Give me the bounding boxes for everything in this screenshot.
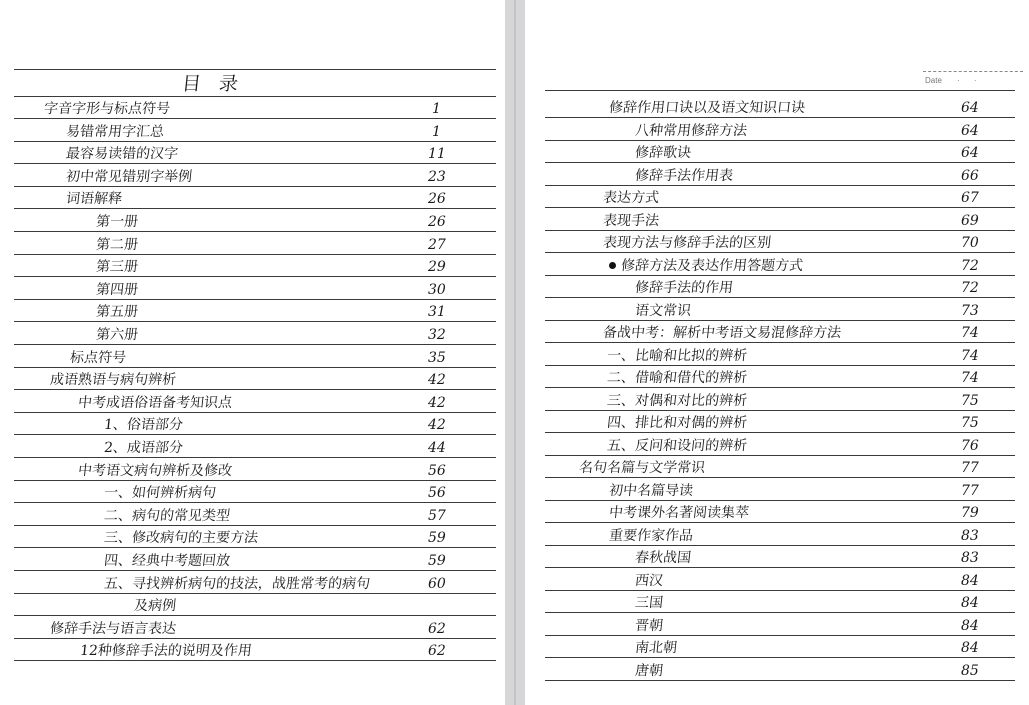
- toc-entry-page: 11: [428, 146, 446, 163]
- ruled-line: [14, 615, 496, 616]
- toc-entry-text: 语文常识: [634, 302, 692, 319]
- toc-entry-text: 备战中考：解析中考语文易混修辞方法: [602, 325, 842, 341]
- ruled-line: [545, 207, 1015, 208]
- toc-entry-text: 第五册: [95, 304, 139, 321]
- ruled-line: [14, 389, 496, 390]
- toc-entry-page: 85: [961, 662, 979, 679]
- toc-entry-page: 64: [961, 122, 979, 139]
- toc-entry-page: 1: [432, 123, 441, 140]
- toc-entry-text: 第六册: [95, 327, 139, 343]
- toc-entry-page: 72: [961, 280, 979, 296]
- ruled-line: [14, 593, 496, 594]
- ruled-line: [14, 321, 496, 322]
- toc-entry-text: 易错常用字汇总: [65, 123, 165, 140]
- ruled-line: [14, 412, 496, 413]
- toc-entry-text: 西汉: [634, 572, 664, 589]
- toc-entry-page: 84: [961, 572, 979, 589]
- ruled-line: [545, 635, 1015, 636]
- ruled-line: [14, 186, 496, 187]
- toc-entry-page: 35: [428, 349, 446, 366]
- toc-entry-page: 70: [961, 235, 979, 251]
- toc-entry-text: 修辞手法与语言表达: [49, 620, 177, 637]
- toc-entry-page: 32: [428, 327, 446, 343]
- toc-entry-page: 59: [428, 553, 446, 569]
- ruled-line: [14, 344, 496, 345]
- toc-entry-page: 1: [432, 101, 441, 117]
- ruled-line: [14, 299, 496, 300]
- date-line: [923, 71, 1023, 72]
- ruled-line: [14, 254, 496, 255]
- toc-entry-page: 64: [961, 145, 979, 161]
- toc-entry-text: 唐朝: [634, 662, 664, 679]
- toc-entry-text: 1、俗语部分: [103, 417, 184, 434]
- toc-entry-text: 第一册: [95, 214, 139, 230]
- toc-entry-page: 75: [961, 392, 979, 409]
- ruled-line: [545, 432, 1015, 433]
- toc-entry-page: 84: [961, 640, 979, 656]
- toc-entry-page: 77: [961, 460, 979, 476]
- toc-entry-text: 晋朝: [634, 617, 664, 634]
- toc-entry-page: 79: [961, 505, 979, 521]
- toc-entry-page: 30: [428, 281, 446, 298]
- toc-entry-text: 成语熟语与病句辨析: [49, 372, 177, 389]
- ruled-line: [14, 367, 496, 368]
- toc-entry-text: 最容易读错的汉字: [65, 146, 179, 163]
- ruled-line: [545, 477, 1015, 478]
- toc-entry-page: 67: [961, 190, 979, 206]
- ruled-line: [545, 342, 1015, 343]
- ruled-line: [545, 185, 1015, 186]
- toc-entry-text: 标点符号: [69, 349, 127, 366]
- ruled-line: [14, 525, 496, 526]
- toc-entry-text: 表现方法与修辞手法的区别: [602, 235, 772, 251]
- toc-entry-text: 第四册: [95, 281, 139, 298]
- ruled-line: [545, 117, 1015, 118]
- toc-entry-text: 12种修辞手法的说明及作用: [79, 643, 253, 660]
- ruled-line: [545, 162, 1015, 163]
- toc-entry-page: 64: [961, 100, 979, 116]
- toc-entry-text: 修辞手法作用表: [634, 167, 734, 184]
- ruled-line: [545, 140, 1015, 141]
- toc-entry-page: 77: [961, 482, 979, 499]
- ruled-line: [545, 612, 1015, 613]
- toc-entry-page: 56: [428, 485, 446, 502]
- toc-entry-text: 三、修改病句的主要方法: [103, 530, 259, 547]
- toc-entry-text: 一、比喻和比拟的辨析: [606, 347, 748, 364]
- ruled-line: [14, 141, 496, 142]
- toc-entry-page: 29: [428, 259, 446, 276]
- toc-entry-page: 42: [428, 372, 446, 389]
- ruled-line: [14, 276, 496, 277]
- ruled-line: [14, 118, 496, 119]
- toc-entry-text: 初中名篇导读: [608, 482, 694, 499]
- toc-entry-text: 第三册: [95, 259, 139, 276]
- ruled-line: [14, 208, 496, 209]
- toc-entry-page: 57: [428, 507, 446, 524]
- page-gutter: [505, 0, 525, 705]
- toc-entry-text: 中考课外名著阅读集萃: [608, 505, 750, 521]
- ruled-line: [545, 275, 1015, 276]
- toc-entry-page: 42: [428, 394, 446, 411]
- ruled-line: [545, 455, 1015, 456]
- toc-entry-page: 59: [428, 530, 446, 547]
- ruled-line: [14, 502, 496, 503]
- toc-entry-page: 72: [961, 257, 979, 274]
- toc-entry-text: 第二册: [95, 236, 139, 253]
- toc-entry-text: 字音字形与标点符号: [43, 101, 171, 117]
- toc-entry-page: 60: [428, 575, 446, 592]
- toc-entry-text: 表现手法: [602, 212, 660, 229]
- toc-entry-text: 表达方式: [602, 190, 660, 206]
- ruled-line: [545, 545, 1015, 546]
- toc-entry-text: 四、经典中考题回放: [103, 553, 231, 569]
- ruled-line: [545, 500, 1015, 501]
- right-notebook-page: [525, 0, 1029, 705]
- ruled-line: [545, 590, 1015, 591]
- ruled-line: [545, 365, 1015, 366]
- left-notebook-page: [0, 0, 505, 705]
- ruled-line: [14, 457, 496, 458]
- toc-entry-text: 一、如何辨析病句: [103, 485, 217, 502]
- toc-entry-text: 修辞方法及表达作用答题方式: [620, 257, 804, 274]
- ruled-line: [545, 522, 1015, 523]
- toc-entry-text: 三、对偶和对比的辨析: [606, 392, 748, 409]
- ruled-line: [14, 570, 496, 571]
- toc-entry-text: 修辞歌诀: [634, 145, 692, 161]
- toc-entry-page: 44: [428, 440, 446, 456]
- toc-entry-text: 二、借喻和借代的辨析: [606, 370, 748, 386]
- toc-entry-text: 初中常见错别字举例: [65, 168, 193, 185]
- ruled-line: [545, 387, 1015, 388]
- toc-entry-text: 修辞作用口诀以及语文知识口诀: [608, 100, 806, 116]
- toc-entry-page: 62: [428, 620, 446, 637]
- ruled-line: [545, 680, 1015, 681]
- toc-entry-page: 84: [961, 617, 979, 634]
- toc-entry-text: 及病例: [133, 598, 177, 615]
- ruled-line: [545, 230, 1015, 231]
- ruled-line: [545, 657, 1015, 658]
- bullet-icon: [609, 262, 616, 269]
- toc-entry-text: 词语解释: [65, 191, 123, 208]
- ruled-line: [14, 231, 496, 232]
- toc-entry-page: 75: [961, 415, 979, 431]
- date-label: Date: [925, 76, 942, 85]
- ruled-line: [545, 90, 1015, 91]
- toc-entry-page: 83: [961, 550, 979, 566]
- toc-entry-page: 84: [961, 595, 979, 611]
- toc-entry-text: 2、成语部分: [103, 440, 184, 456]
- toc-entry-text: 五、寻找辨析病句的技法，战胜常考的病句: [103, 575, 371, 592]
- toc-entry-text: 中考成语俗语备考知识点: [77, 394, 233, 411]
- toc-entry-page: 56: [428, 462, 446, 479]
- toc-entry-page: 83: [961, 527, 979, 544]
- toc-entry-page: 66: [961, 167, 979, 184]
- toc-entry-page: 23: [428, 168, 446, 185]
- toc-entry-page: 26: [428, 214, 446, 230]
- toc-entry-page: 31: [428, 304, 446, 321]
- toc-title: 目 录: [180, 73, 246, 95]
- toc-entry-text: 名句名篇与文学常识: [578, 460, 706, 476]
- toc-entry-page: 42: [428, 417, 446, 434]
- toc-entry-page: 62: [428, 643, 446, 660]
- ruled-line: [545, 297, 1015, 298]
- ruled-line: [14, 480, 496, 481]
- toc-entry-text: 春秋战国: [634, 550, 692, 566]
- ruled-line: [545, 252, 1015, 253]
- toc-entry-text: 二、病句的常见类型: [103, 507, 231, 524]
- toc-entry-page: 69: [961, 212, 979, 229]
- toc-entry-text: 中考语文病句辨析及修改: [77, 462, 233, 479]
- toc-entry-page: 76: [961, 437, 979, 454]
- toc-entry-page: 74: [961, 347, 979, 364]
- date-dots: · ·: [957, 76, 983, 85]
- ruled-line: [14, 96, 496, 97]
- ruled-line: [14, 547, 496, 548]
- toc-entry-text: 五、反问和设问的辨析: [606, 437, 748, 454]
- toc-entry-page: 74: [961, 325, 979, 341]
- ruled-line: [14, 660, 496, 661]
- toc-entry-text: 南北朝: [634, 640, 678, 656]
- toc-entry-page: 73: [961, 302, 979, 319]
- ruled-line: [14, 638, 496, 639]
- toc-entry-text: 三国: [634, 595, 664, 611]
- ruled-line: [14, 69, 496, 70]
- toc-entry-page: 74: [961, 370, 979, 386]
- ruled-line: [545, 567, 1015, 568]
- ruled-line: [545, 410, 1015, 411]
- ruled-line: [545, 320, 1015, 321]
- toc-entry-page: 26: [428, 191, 446, 208]
- toc-entry-text: 修辞手法的作用: [634, 280, 734, 296]
- toc-entry-page: 27: [428, 236, 446, 253]
- toc-entry-text: 四、排比和对偶的辨析: [606, 415, 748, 431]
- toc-entry-text: 重要作家作品: [608, 527, 694, 544]
- ruled-line: [14, 163, 496, 164]
- ruled-line: [14, 434, 496, 435]
- toc-entry-text: 八种常用修辞方法: [634, 122, 748, 139]
